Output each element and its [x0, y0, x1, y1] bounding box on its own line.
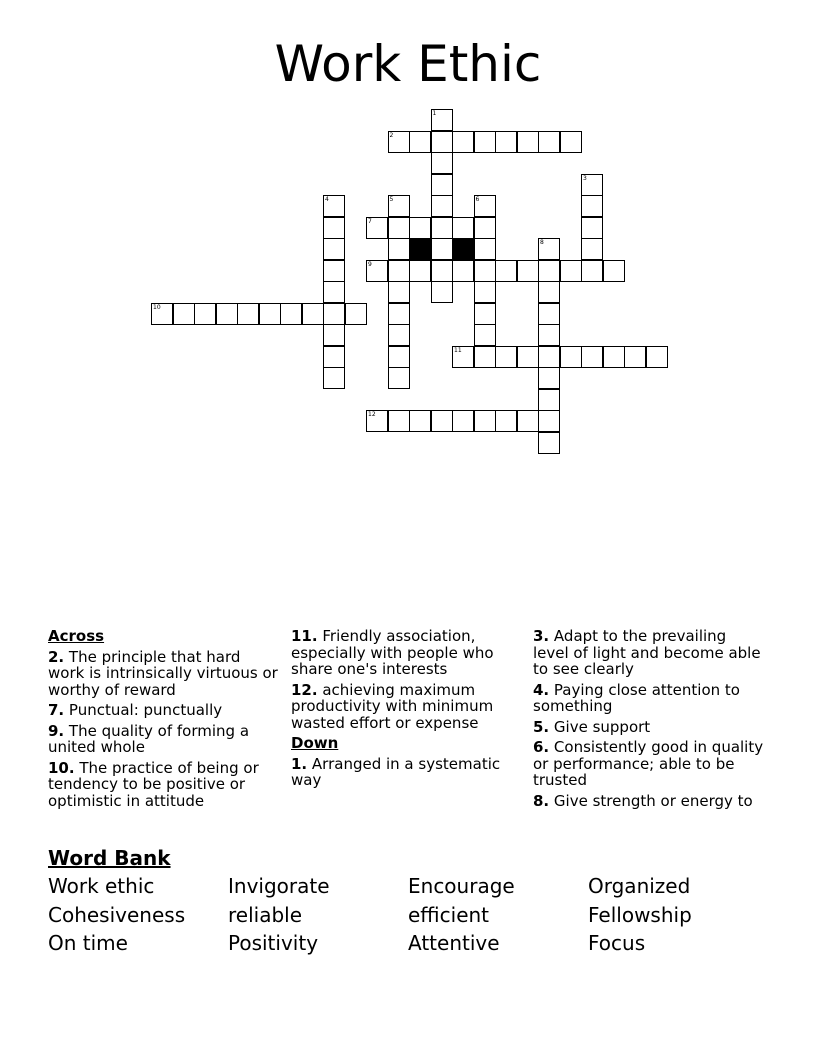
word-bank-item: Encourage [408, 874, 515, 898]
grid-cell[interactable] [345, 303, 367, 325]
grid-cell[interactable] [173, 303, 195, 325]
grid-cell[interactable] [495, 260, 517, 282]
across-heading: Across [48, 627, 105, 645]
word-bank-item: Invigorate [228, 874, 330, 898]
clues-column-1 [48, 628, 280, 813]
grid-cell[interactable] [474, 131, 496, 153]
clue-down-3: 3. Adapt to the prevailing level of light and become able to see clearly [533, 627, 761, 678]
clues-column-2 [291, 628, 523, 793]
clue-across-2: 2. The principle that hard work is intrinsically virtuous or worthy of reward [48, 647, 278, 699]
clue-down-4: 4. Paying close attention to something [533, 680, 740, 715]
grid-cell[interactable] [388, 346, 410, 368]
grid-cell[interactable] [431, 260, 453, 282]
grid-cell[interactable] [581, 346, 603, 368]
grid-cell[interactable] [323, 217, 345, 239]
grid-cell[interactable] [323, 260, 345, 282]
grid-cell[interactable] [323, 303, 345, 325]
cell-number: 9 [368, 260, 372, 268]
cell-number: 3 [583, 174, 587, 182]
grid-cell[interactable] [194, 303, 216, 325]
cell-number: 10 [153, 303, 161, 311]
grid-cell[interactable] [517, 131, 539, 153]
grid-cell[interactable] [323, 281, 345, 303]
grid-cell[interactable] [538, 303, 560, 325]
grid-cell[interactable] [538, 432, 560, 454]
grid-cell[interactable] [624, 346, 646, 368]
grid-cell[interactable] [538, 367, 560, 389]
word-bank-item: reliable [228, 902, 303, 927]
clue-across-10: 10. The practice of being or tendency to be positive or optimistic in attitude [48, 758, 259, 810]
grid-cell[interactable] [431, 152, 453, 174]
grid-cell[interactable] [388, 324, 410, 346]
grid-cell[interactable] [409, 217, 431, 239]
grid-cell[interactable] [280, 303, 302, 325]
grid-cell[interactable] [560, 346, 582, 368]
grid-cell[interactable] [581, 260, 603, 282]
word-bank-item: Positivity [228, 931, 319, 955]
word-bank-item: Cohesiveness [48, 902, 186, 927]
word-bank-item: Fellowship [588, 902, 692, 927]
grid-cell[interactable] [538, 389, 560, 411]
grid-cell[interactable] [151, 303, 173, 325]
grid-cell[interactable] [409, 410, 431, 432]
grid-cell[interactable] [323, 367, 345, 389]
grid-cell[interactable] [581, 217, 603, 239]
grid-cell[interactable] [388, 217, 410, 239]
clue-across-11: 11. Friendly association, especially with people who share one's interests [291, 627, 494, 678]
grid-cell[interactable] [538, 260, 560, 282]
grid-cell[interactable] [452, 346, 474, 368]
grid-cell[interactable] [452, 410, 474, 432]
grid-cell[interactable] [431, 131, 453, 153]
grid-cell[interactable] [388, 303, 410, 325]
grid-cell[interactable] [474, 260, 496, 282]
word-bank [48, 872, 768, 958]
clue-down-5: 5. Give support [533, 717, 651, 736]
clue-across-12: 12. achieving maximum productivity with minimum wasted effort or expense [291, 680, 494, 732]
clue-across-9: 9. The quality of forming a united whole [48, 721, 250, 756]
grid-cell[interactable] [603, 346, 625, 368]
word-bank-item: Organized [588, 874, 691, 898]
grid-cell[interactable] [388, 281, 410, 303]
word-bank-item: On time [48, 931, 128, 955]
grid-cell[interactable] [538, 346, 560, 368]
grid-cell[interactable] [581, 238, 603, 260]
puzzle-title: Work Ethic [274, 35, 542, 93]
grid-cell[interactable] [581, 174, 603, 196]
grid-cell[interactable] [474, 281, 496, 303]
grid-cell[interactable] [474, 346, 496, 368]
grid-cell[interactable] [302, 303, 324, 325]
grid-cell[interactable] [366, 217, 388, 239]
grid-cell[interactable] [517, 410, 539, 432]
grid-cell[interactable] [323, 195, 345, 217]
clue-down-1: 1. Arranged in a systematic way [291, 754, 501, 789]
grid-cell[interactable] [409, 131, 431, 153]
grid-cell[interactable] [388, 410, 410, 432]
grid-cell[interactable] [495, 346, 517, 368]
cell-number: 8 [540, 239, 544, 246]
cell-number: 11 [454, 346, 462, 354]
grid-cell[interactable] [388, 195, 410, 217]
grid-cell[interactable] [431, 174, 453, 196]
grid-cell[interactable] [216, 303, 238, 325]
grid-cell[interactable] [560, 131, 582, 153]
word-bank-title: Word Bank [48, 846, 171, 870]
grid-cell[interactable] [366, 260, 388, 282]
grid-cell[interactable] [452, 260, 474, 282]
grid-cell[interactable] [431, 238, 453, 260]
grid-cell[interactable] [388, 260, 410, 282]
grid-cell[interactable] [474, 217, 496, 239]
cell-number: 6 [475, 196, 480, 203]
crossword-grid [0, 0, 816, 470]
grid-cell[interactable] [431, 109, 453, 131]
grid-cell[interactable] [517, 260, 539, 282]
word-bank-item: Attentive [408, 931, 500, 955]
cell-number: 7 [368, 217, 372, 225]
grid-cell[interactable] [409, 260, 431, 282]
grid-cell[interactable] [474, 410, 496, 432]
grid-cell[interactable] [366, 410, 388, 432]
grid-cell[interactable] [237, 303, 259, 325]
grid-cell[interactable] [538, 324, 560, 346]
grid-cell[interactable] [538, 238, 560, 260]
clue-across-7: 7. Punctual: punctually [48, 701, 223, 719]
cell-number: 4 [325, 196, 329, 203]
grid-cell[interactable] [517, 346, 539, 368]
grid-cell[interactable] [388, 131, 410, 153]
grid-cell[interactable] [474, 238, 496, 260]
cell-number: 1 [432, 110, 437, 117]
grid-cell[interactable] [474, 303, 496, 325]
grid-cell[interactable] [452, 131, 474, 153]
word-bank-item: Focus [588, 931, 646, 955]
clue-down-6: 6. Consistently good in quality or performance; able to be trusted [533, 738, 764, 789]
grid-cell[interactable] [323, 238, 345, 260]
grid-cell[interactable] [538, 131, 560, 153]
grid-cell[interactable] [495, 410, 517, 432]
down-heading: Down [291, 734, 339, 752]
grid-cell[interactable] [495, 131, 517, 153]
grid-cell[interactable] [538, 410, 560, 432]
cell-number: 12 [368, 411, 376, 418]
grid-cell[interactable] [431, 281, 453, 303]
grid-cell[interactable] [431, 410, 453, 432]
grid-cell[interactable] [431, 195, 453, 217]
grid-cell[interactable] [388, 367, 410, 389]
grid-cell[interactable] [603, 260, 625, 282]
cell-number: 5 [389, 196, 394, 203]
grid-block [452, 238, 474, 260]
grid-cell[interactable] [323, 324, 345, 346]
grid-cell[interactable] [431, 217, 453, 239]
grid-block [409, 238, 431, 260]
word-bank-item: Work ethic [48, 874, 155, 898]
grid-cell[interactable] [581, 195, 603, 217]
clue-down-8: 8. Give strength or energy to [533, 791, 753, 810]
grid-cell[interactable] [474, 195, 496, 217]
grid-cell[interactable] [646, 346, 668, 368]
clues-column-3 [533, 628, 765, 813]
grid-cell[interactable] [452, 217, 474, 239]
word-bank-item: efficient [408, 902, 490, 927]
grid-cell[interactable] [538, 281, 560, 303]
grid-cell[interactable] [388, 238, 410, 260]
grid-cell[interactable] [259, 303, 281, 325]
grid-cell[interactable] [560, 260, 582, 282]
grid-cell[interactable] [474, 324, 496, 346]
grid-cell[interactable] [323, 346, 345, 368]
cell-number: 2 [389, 131, 394, 139]
